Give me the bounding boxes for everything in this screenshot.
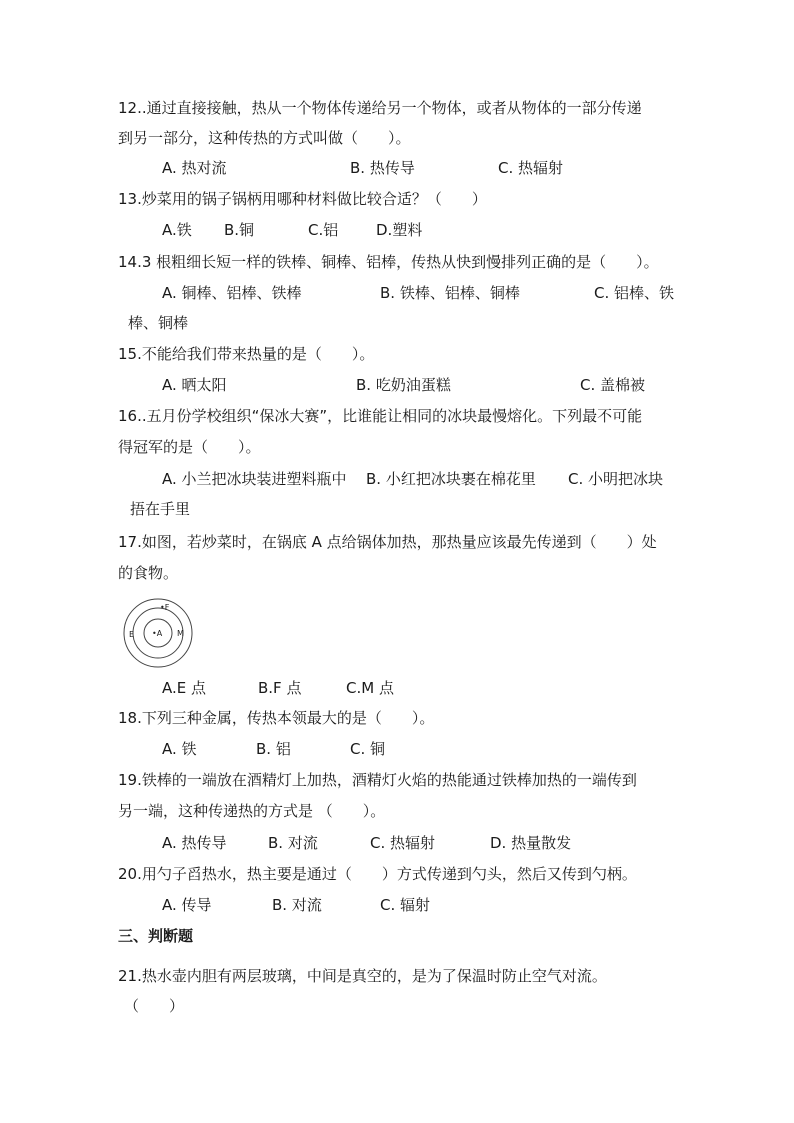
q15-line1: 15.不能给我们带来热量的是（ ）。 [118,345,375,363]
q13-line1: 13.炒菜用的锅子锅柄用哪种材料做比较合适？（ ） [118,190,487,208]
q14-option-a: A. 铜棒、铝棒、铁棒 [162,284,302,302]
q17-line1: 17.如图，若炒菜时，在锅底 A 点给锅体加热，那热量应该最先传递到（ ）处 [118,533,657,551]
q16-option-b: B. 小红把冰块裹在棉花里 [366,470,536,488]
q12-line1: 12..通过直接接触，热从一个物体传递给另一个物体，或者从物体的一部分传递 [118,99,642,117]
q19-line2: 另一端，这种传递热的方式是 （ ）。 [118,802,386,820]
q16-option-c: C. 小明把冰块 [568,470,664,488]
q12-line2: 到另一部分，这种传热的方式叫做（ ）。 [118,129,411,147]
q15-option-b: B. 吃奶油蛋糕 [356,376,451,394]
q15-option-c: C. 盖棉被 [580,376,646,394]
point-a-label: •A [152,629,163,638]
q18-option-a: A. 铁 [162,740,197,758]
q16-line1: 16..五月份学校组织“保冰大赛”，比谁能让相同的冰块最慢熔化。下列最不可能 [118,407,643,425]
q20-option-b: B. 对流 [272,896,322,914]
q19-option-a: A. 热传导 [162,834,227,852]
point-e-label: E [129,630,135,639]
q19-option-d: D. 热量散发 [490,834,572,852]
q18-line1: 18.下列三种金属，传热本领最大的是（ ）。 [118,709,435,727]
q13-option-d: D.塑料 [376,221,423,239]
q17-option-a: A.E 点 [162,679,207,697]
q17-line2: 的食物。 [118,564,179,582]
q19-option-b: B. 对流 [268,834,318,852]
q14-option-c-wrap: 棒、铜棒 [128,314,189,332]
q17-option-c: C.M 点 [346,679,394,697]
point-f-label: •F [160,603,170,612]
q18-option-c: C. 铜 [350,740,386,758]
q13-option-c: C.铝 [308,221,339,239]
q14-line1: 14.3 根粗细长短一样的铁棒、铜棒、铝棒，传热从快到慢排列正确的是（ ）。 [118,253,659,271]
q20-line1: 20.用勺子舀热水，热主要是通过（ ）方式传递到勺头，然后又传到勺柄。 [118,865,637,883]
q17-option-b: B.F 点 [258,679,302,697]
q16-option-c-wrap: 捂在手里 [130,500,191,518]
q13-option-a: A.铁 [162,221,192,239]
q12-option-a: A. 热对流 [162,159,227,177]
pan-bottom-diagram [120,598,196,668]
q16-option-a: A. 小兰把冰块装进塑料瓶中 [162,470,347,488]
q15-option-a: A. 晒太阳 [162,376,227,394]
q20-option-c: C. 辐射 [380,896,431,914]
q13-option-b: B.铜 [224,221,255,239]
point-m-label: M [177,629,184,638]
q19-option-c: C. 热辐射 [370,834,436,852]
q16-line2: 得冠军的是（ ）。 [118,438,261,456]
q20-option-a: A. 传导 [162,896,212,914]
section-heading: 三、判断题 [118,927,194,945]
q21-line1: 21.热水壶内胆有两层玻璃，中间是真空的，是为了保温时防止空气对流。 [118,967,607,985]
q14-option-c: C. 铝棒、铁 [594,284,675,302]
q12-option-c: C. 热辐射 [498,159,564,177]
q12-option-b: B. 热传导 [350,159,415,177]
q21-answer-blank: （ ） [124,997,185,1015]
q14-option-b: B. 铁棒、铝棒、铜棒 [380,284,520,302]
q19-line1: 19.铁棒的一端放在酒精灯上加热，酒精灯火焰的热能通过铁棒加热的一端传到 [118,771,637,789]
q18-option-b: B. 铝 [256,740,291,758]
